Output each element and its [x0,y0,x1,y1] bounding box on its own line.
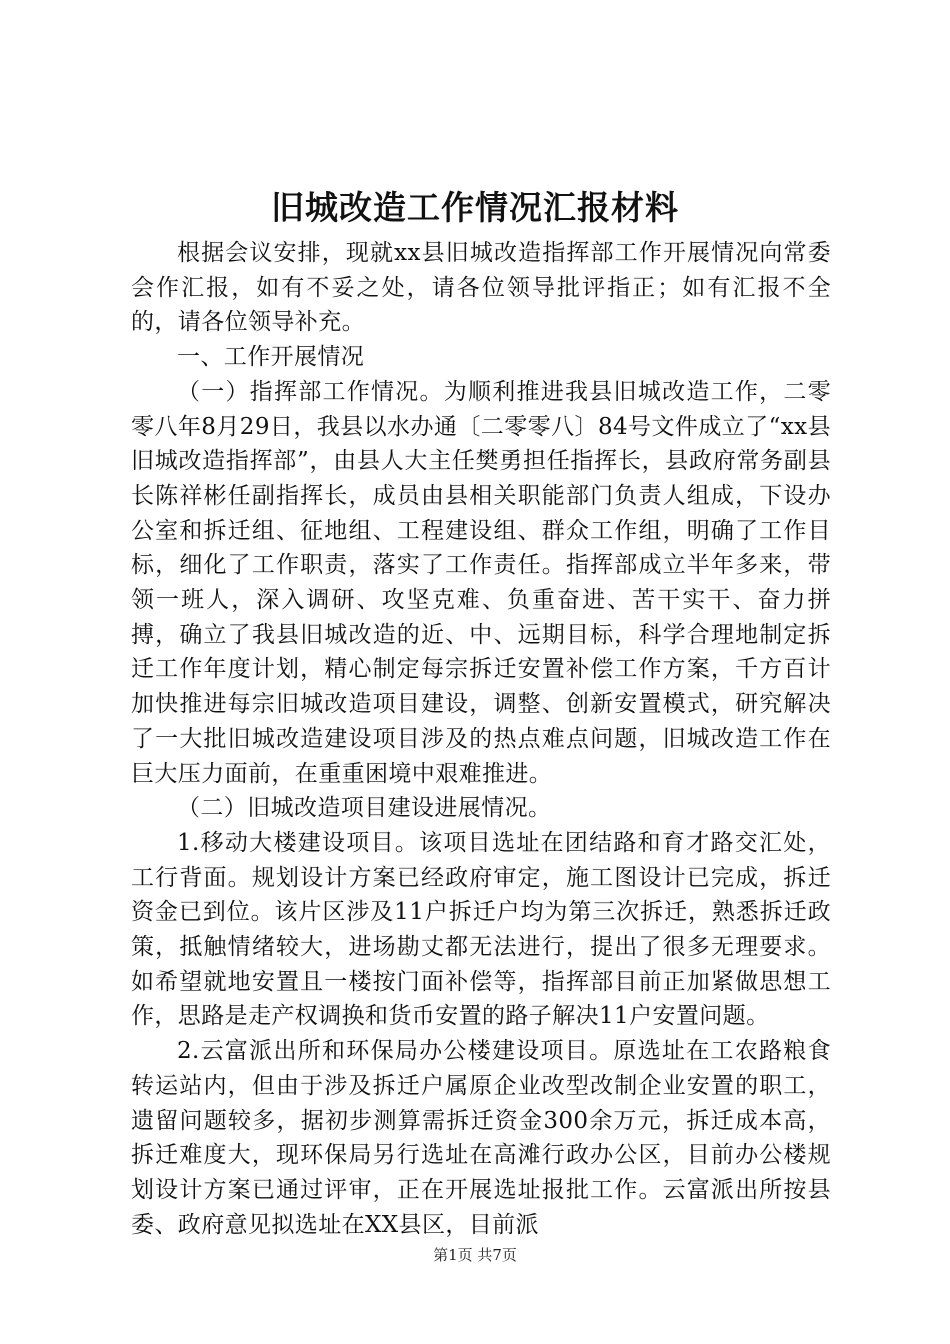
paragraph-police-station: 2.云富派出所和环保局办公楼建设项目。原选址在工农路粮食转运站内，但由于涉及拆迁户属原企业改型改制企业安置的职工，遗留问题较多，据初步测算需拆迁资金300余万元，拆迁成本高，拆迁难度大，现环保局另行选址在高滩行政办公区，目前办公楼规划设计方案已通过评审，正在开展选址报批工作。云富派出所按县委、政府意见拟选址在XX县区，目前派 [131,1038,831,1238]
paragraph-mobile-building: 1.移动大楼建设项目。该项目选址在团结路和育才路交汇处，工行背面。规划设计方案已经政府审定，施工图设计已完成，拆迁资金已到位。该片区涉及11户拆迁户均为第三次拆迁，熟悉拆迁政策，抵触情绪较大，进场勘丈都无法进行，提出了很多无理要求。如希望就地安置且一楼按门面补偿等，指挥部目前正加紧做思想工作，思路是走产权调换和货币安置的路子解决11户安置问题。 [131,829,831,1030]
heading-project-progress: （二）旧城改造项目建设进展情况。 [177,795,552,822]
document-title: 旧城改造工作情况汇报材料 [271,188,679,227]
paragraph-intro: 根据会议安排，现就xx县旧城改造指挥部工作开展情况向常委会作汇报，如有不妥之处，请各位领导批评指正；如有汇报不全的，请各位领导补充。 [131,240,831,336]
paragraph-headquarters-work: （一）指挥部工作情况。为顺利推进我县旧城改造工作，二零零八年8月29日，我县以水办通〔二零零八〕84号文件成立了“xx县旧城改造指挥部”，由县人大主任樊勇担任指挥长，县政府常务副县长陈祥彬任副指挥长，成员由县相关职能部门负责人组成，下设办公室和拆迁组、征地组、工程建设组、群众工作组，明确了工作目标，细化了工作职责，落实了工作责任。指挥部成立半年多来，带领一班人，深入调研、攻坚克难、负重奋进、苦干实干、奋力拼搏，确立了我县旧城改造的近、中、远期目标，科学合理地制定拆迁工作年度计划，精心制定每宗拆迁安置补偿工作方案，千方百计加快推进每宗旧城改造项目建设，调整、创新安置模式，研究解决了一大批旧城改造建设项目涉及的热点难点问题，旧城改造工作在巨大压力面前，在重重困境中艰难推进。 [131,378,831,787]
heading-work-progress: 一、工作开展情况 [177,344,365,371]
page-footer: 第1页 共7页 [433,1246,517,1264]
document-body [131,236,831,1242]
